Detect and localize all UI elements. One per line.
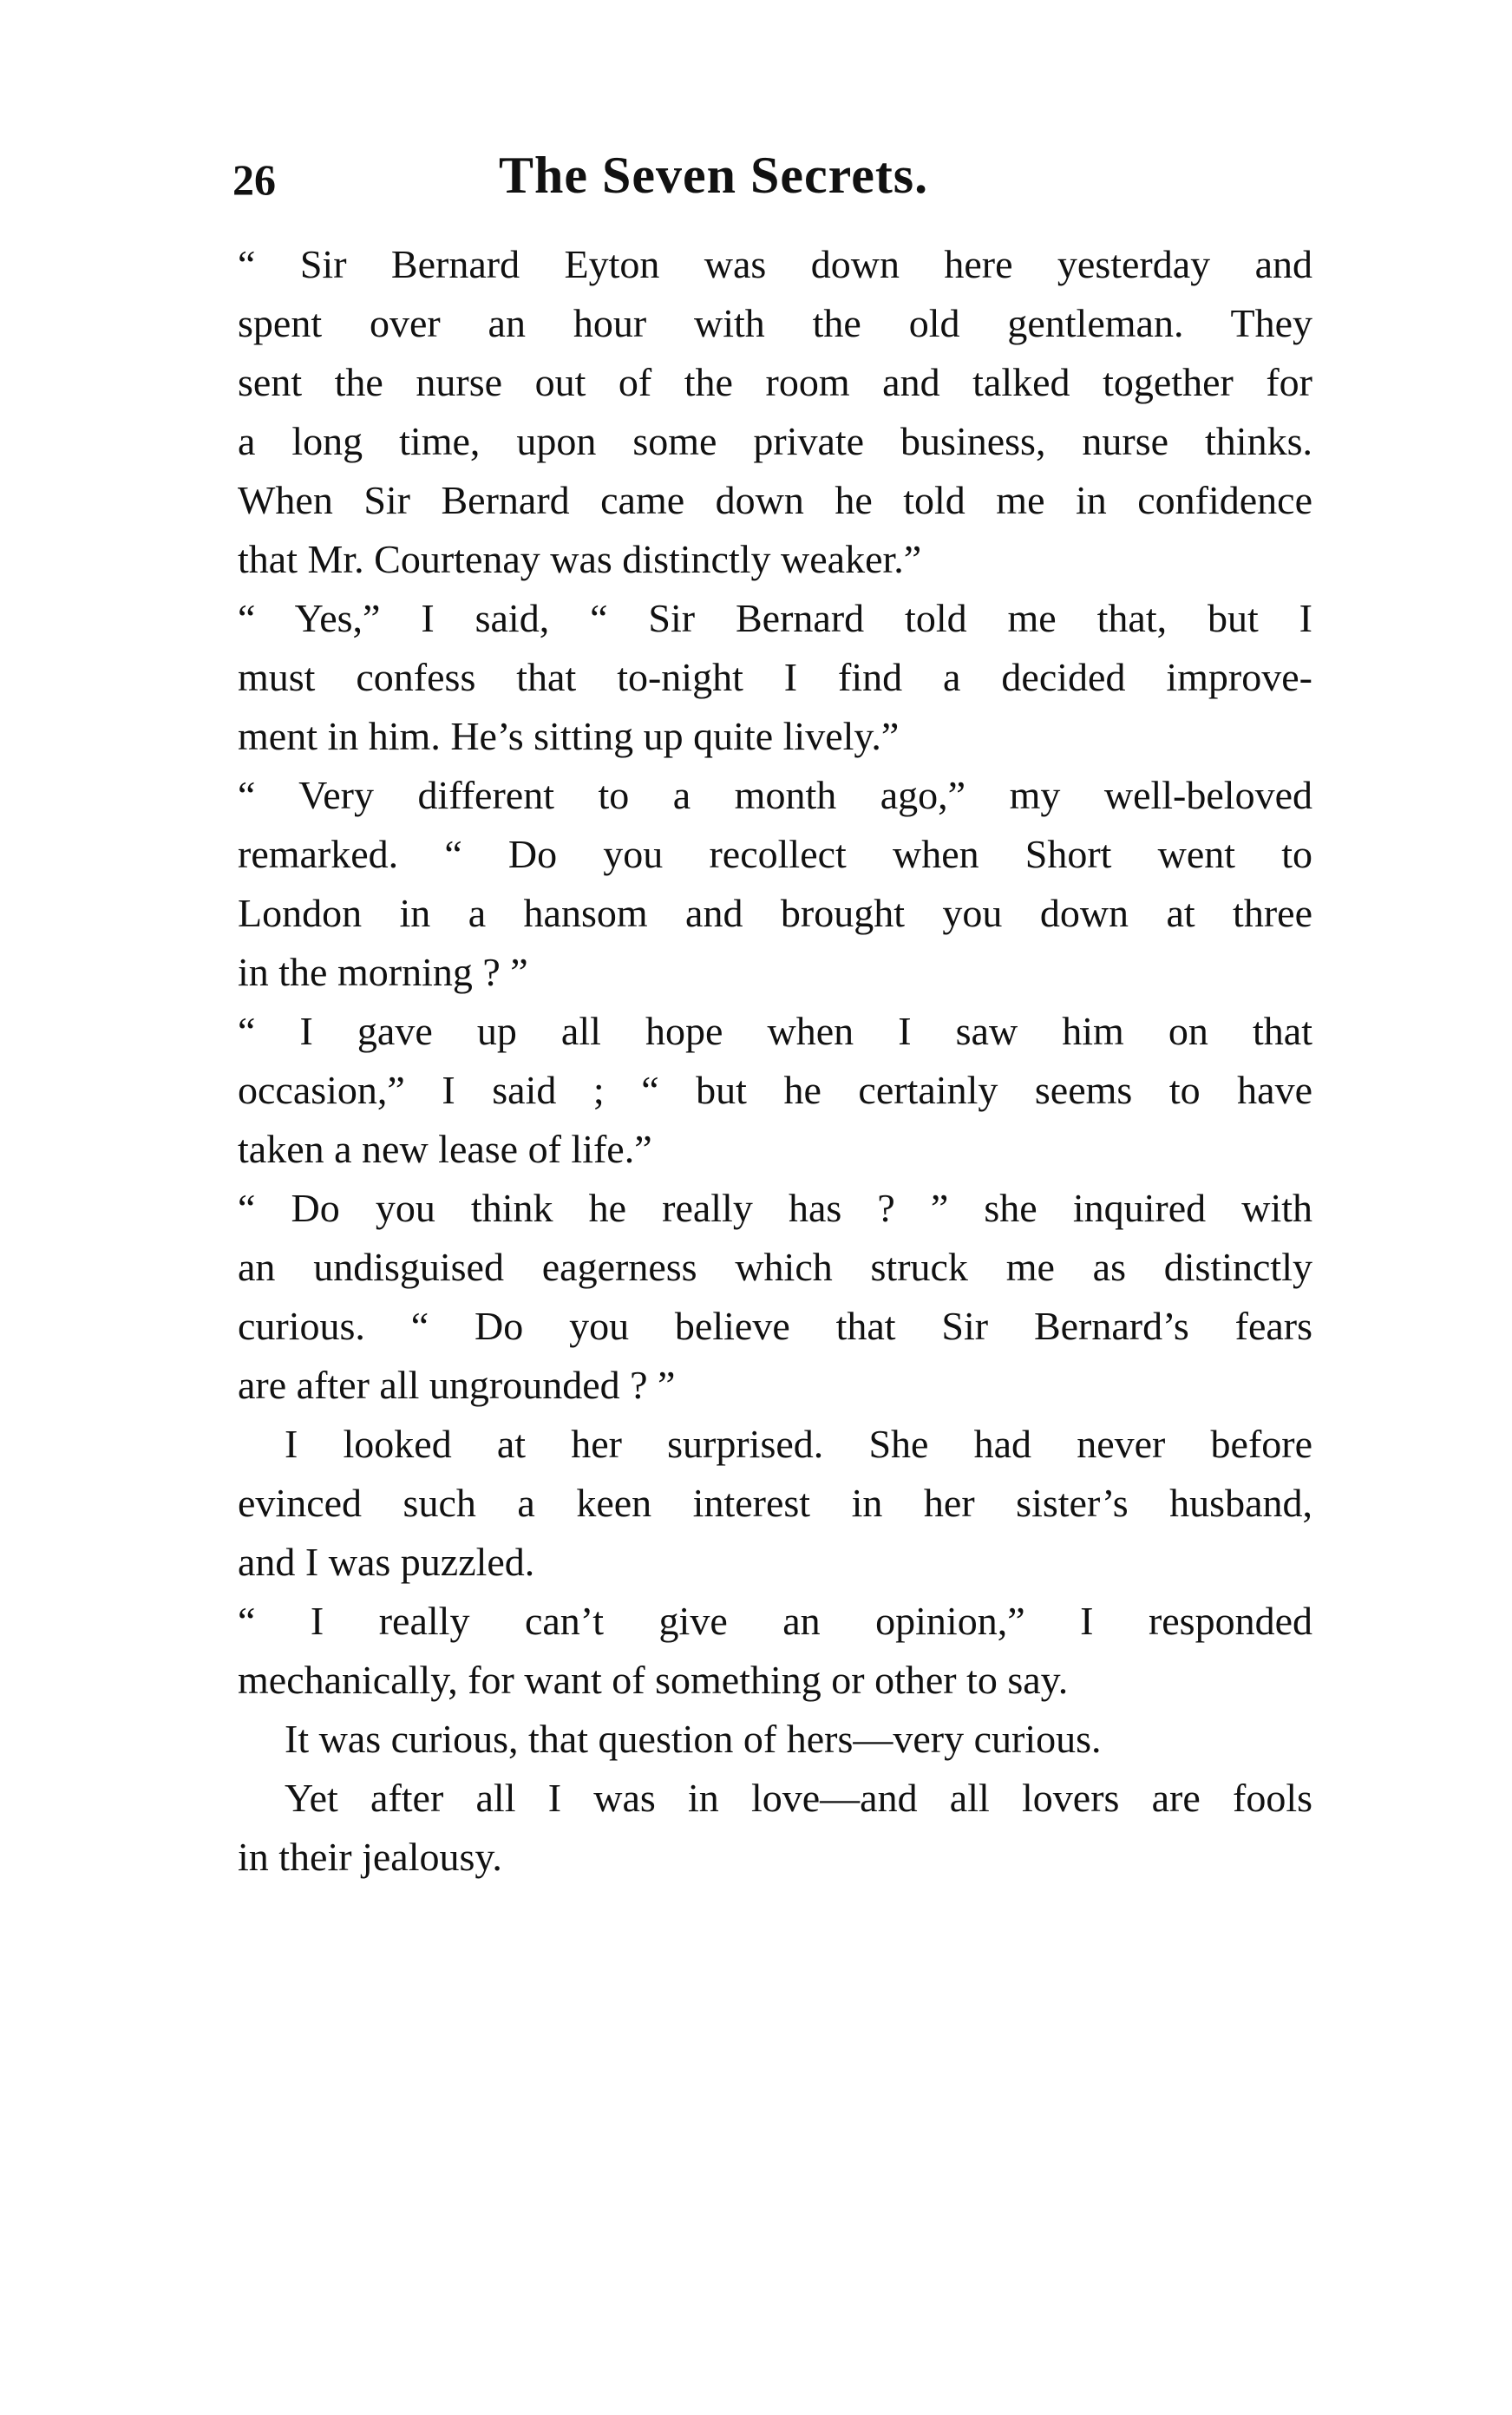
text-line: “ I gave up all hope when I saw him on that [238,1009,1312,1053]
page-number: 26 [232,155,276,204]
text-line: in the morning ? ” [238,950,528,994]
text-line: “ Do you think he really has ? ” she inquired with [238,1186,1312,1230]
text-line: “ Very different to a month ago,” my well-beloved [238,773,1312,817]
text-line: When Sir Bernard came down he told me in confidence [238,478,1312,522]
text-line: spent over an hour with the old gentleman. They [238,301,1312,345]
text-line: It was curious, that question of hers—very curious. [285,1717,1102,1761]
text-line: remarked. “ Do you recollect when Short went to [238,832,1312,876]
text-line: and I was puzzled. [238,1540,535,1584]
text-line: a long time, upon some private business, nurse thinks. [238,419,1312,463]
text-line: “ Sir Bernard Eyton was down here yesterday and [238,242,1312,286]
text-line: “ Yes,” I said, “ Sir Bernard told me that, but I [238,596,1312,640]
text-line: I looked at her surprised. She had never before [285,1422,1312,1466]
text-line: occasion,” I said ; “ but he certainly seems to have [238,1068,1312,1112]
text-line: Yet after all I was in love—and all lovers are fools [285,1776,1312,1820]
text-line: ment in him. He’s sitting up quite lively.” [238,714,900,758]
running-title: The Seven Secrets. [499,147,929,204]
text-line: London in a hansom and brought you down at three [238,891,1312,935]
text-line: are after all ungrounded ? ” [238,1363,676,1407]
text-line: must confess that to-night I find a decided improve- [238,655,1312,699]
text-line: mechanically, for want of something or other to say. [238,1658,1069,1702]
text-line: taken a new lease of life.” [238,1127,652,1171]
text-line: in their jealousy. [238,1835,502,1879]
text-line: an undisguised eagerness which struck me as distinctly [238,1245,1312,1289]
text-line: “ I really can’t give an opinion,” I responded [238,1599,1312,1643]
text-line: evinced such a keen interest in her sister’s husband, [238,1481,1312,1525]
text-line: that Mr. Courtenay was distinctly weaker.” [238,537,922,581]
text-line: sent the nurse out of the room and talked together for [238,360,1312,404]
text-line: curious. “ Do you believe that Sir Bernard’s fears [238,1304,1312,1348]
